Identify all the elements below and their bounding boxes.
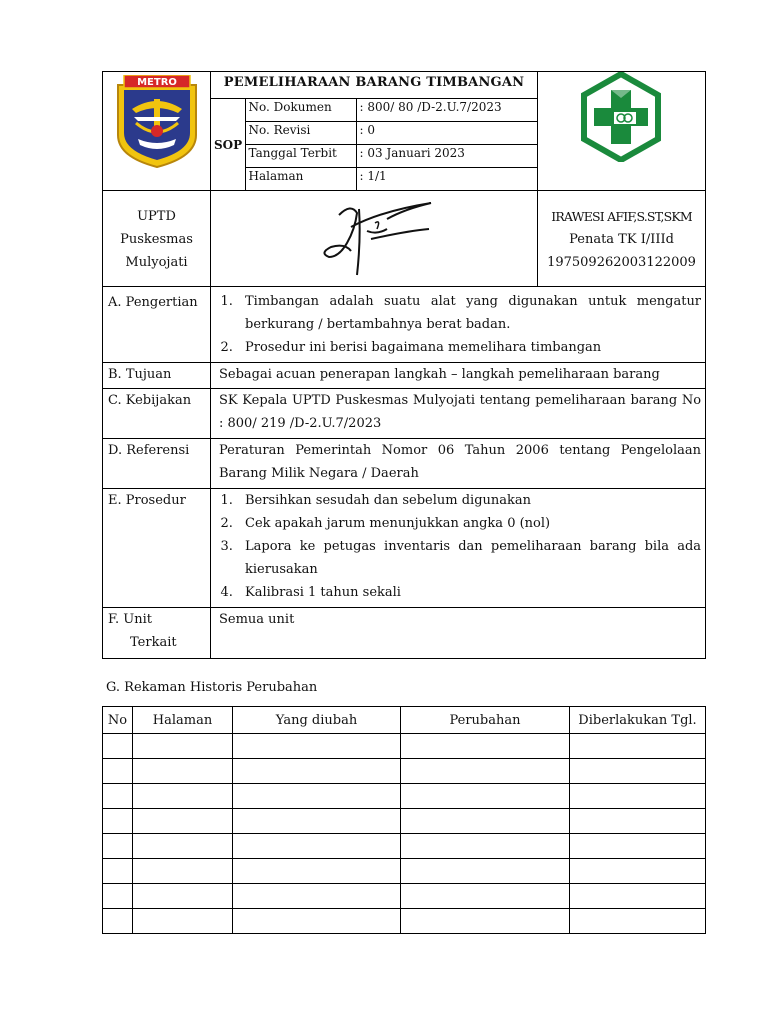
sop-label: SOP (211, 99, 245, 191)
document-title: PEMELIHARAAN BARANG TIMBANGAN (211, 72, 537, 99)
table-row (103, 884, 706, 909)
table-row (103, 834, 706, 859)
org-line-3: Mulyojati (125, 255, 188, 270)
metro-city-emblem (114, 75, 200, 171)
prosedur-item: 2. Cek apakah jarum menunjukkan angka 0 (nol) (237, 512, 701, 535)
handwritten-signature (311, 199, 471, 279)
history-col-yang-diubah: Yang diubah (233, 707, 401, 734)
pengertian-list (215, 290, 701, 359)
prosedur-list (215, 489, 701, 604)
table-row (103, 809, 706, 834)
history-col-no: No (103, 707, 133, 734)
meta-value-terbit: : 03 Januari 2023 (356, 145, 537, 168)
table-row (103, 784, 706, 809)
history-table (102, 706, 706, 934)
signer-nip: 197509262003122009 (547, 255, 696, 270)
prosedur-item: 4. Kalibrasi 1 tahun sekali (237, 581, 701, 604)
tujuan-text: Sebagai acuan penerapan langkah – langkah pemeliharaan barang (211, 363, 706, 389)
history-col-diberlakukan: Diberlakukan Tgl. (570, 707, 706, 734)
signer-rank: Penata TK I/IIId (569, 232, 674, 247)
table-row (103, 759, 706, 784)
meta-value-revisi: : 0 (356, 122, 537, 145)
label-tujuan: B. Tujuan (103, 363, 211, 389)
prosedur-item: 3. Lapora ke petugas inventaris dan pemeliharaan barang bila ada kierusakan (237, 535, 701, 581)
meta-label-revisi: No. Revisi (245, 122, 356, 145)
org-line-1: UPTD (137, 209, 176, 224)
pengertian-item: 2. Prosedur ini berisi bagaimana memelihara timbangan (237, 336, 701, 359)
label-kebijakan: C. Kebijakan (103, 389, 211, 439)
label-prosedur: E. Prosedur (103, 489, 211, 608)
label-pengertian: A. Pengertian (103, 287, 211, 363)
meta-value-dokumen: : 800/ 80 /D-2.U.7/2023 (356, 99, 537, 122)
health-logo-cell (538, 72, 706, 191)
label-referensi: D. Referensi (103, 439, 211, 489)
label-unit-line-1: F. Unit (108, 612, 152, 627)
puskesmas-logo-icon (576, 72, 666, 162)
svg-text:METRO: METRO (137, 77, 177, 88)
meta-value-halaman: : 1/1 (356, 168, 537, 191)
signer-name: IRAWESI AFIF,S.ST,SKM (551, 209, 692, 224)
kebijakan-text: SK Kepala UPTD Puskesmas Mulyojati tentang pemeliharaan barang No : 800/ 219 /D-2.U.7/2023 (211, 389, 706, 439)
prosedur-item: 1. Bersihkan sesudah dan sebelum digunakan (237, 489, 701, 512)
history-header-row (103, 707, 706, 734)
pengertian-item: 1. Timbangan adalah suatu alat yang digunakan untuk mengatur berkurang / bertambahnya berat badan. (237, 290, 701, 336)
label-unit-line-2: Terkait (130, 635, 177, 650)
org-line-2: Puskesmas (120, 232, 193, 247)
history-col-halaman: Halaman (133, 707, 233, 734)
referensi-text: Peraturan Pemerintah Nomor 06 Tahun 2006 tentang Pengelolaan Barang Milik Negara / Daerah (211, 439, 706, 489)
table-row (103, 734, 706, 759)
city-logo-cell (103, 72, 211, 191)
table-row (103, 859, 706, 884)
table-row (103, 909, 706, 934)
meta-label-dokumen: No. Dokumen (245, 99, 356, 122)
history-col-perubahan: Perubahan (401, 707, 570, 734)
history-section-title: G. Rekaman Historis Perubahan (106, 680, 318, 695)
sop-table (102, 71, 706, 659)
unit-text: Semua unit (211, 608, 706, 659)
meta-label-halaman: Halaman (245, 168, 356, 191)
meta-label-terbit: Tanggal Terbit (245, 145, 356, 168)
